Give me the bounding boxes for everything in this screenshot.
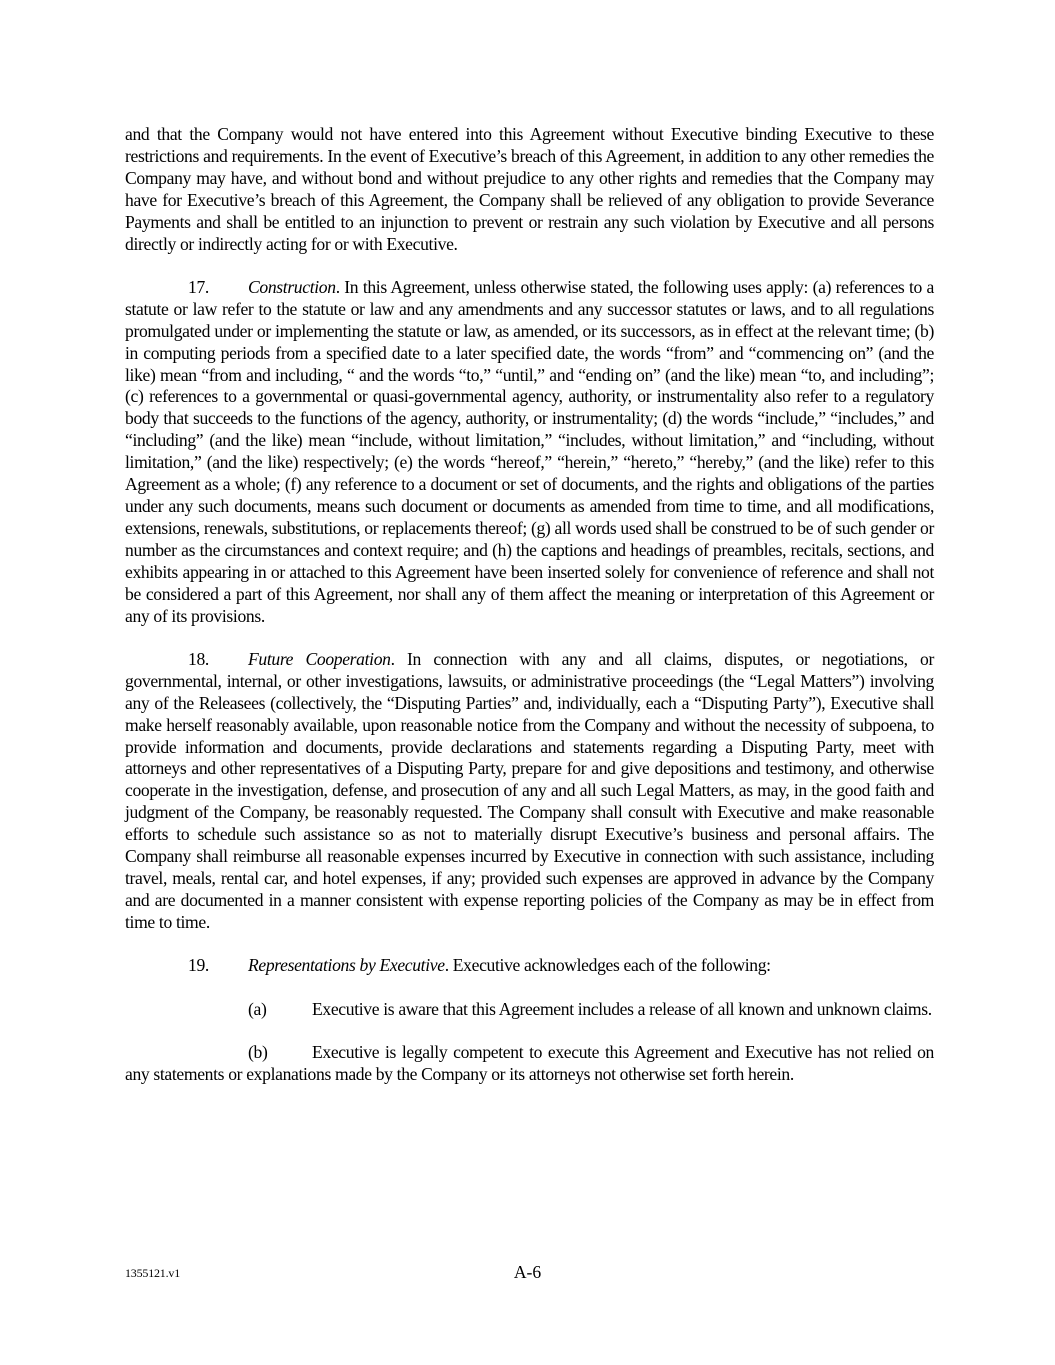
section-heading: Future Cooperation xyxy=(248,648,391,669)
section-17 xyxy=(125,277,934,628)
page-number: A-6 xyxy=(513,1262,542,1282)
subitem-label: (a) xyxy=(248,998,267,1019)
section-text: . In connection with any and all claims, disputes, or negotiations, or governmental, internal, or other investigations, lawsuits, or administrative proceedings (the “Legal Matters”) involving any of the Releasees (collectively, the “Disputing Parties” and, individually, each a “Disputing Party”), Executive shall make herself reasonably available, upon reasonable notice from the Company and without the necessity of subpoena, to provide information and documents, provide declarations and statements regarding a Disputing Party, meet with attorneys and other representatives of a Disputing Party, prepare for and give depositions and testimony, and otherwise cooperate in the investigation, defense, and prosecution of any and all such Legal Matters, as may, in the good faith and judgment of the Company, be reasonably requested. The Company shall consult with Executive and make reasonable efforts to schedule such assistance so as not to materially disrupt Executive’s business and personal affairs. The Company shall reimburse all reasonable expenses incurred by Executive in connection with such assistance, including travel, meals, rental car, and hotel expenses, if any; provided such expenses are approved in advance by the Company and are documented in a manner consistent with expense reporting policies of the Company as may be in effect from time to time. xyxy=(125,648,935,932)
section-number: 18. xyxy=(188,648,209,669)
subitem-b xyxy=(125,1042,934,1086)
section-number: 19. xyxy=(188,955,209,976)
subitem-text: Executive is aware that this Agreement includes a release of all known and unknown claims. xyxy=(312,998,932,1019)
section-number: 17. xyxy=(188,276,209,297)
section-heading: Construction xyxy=(248,276,336,297)
subitem-label: (b) xyxy=(248,1042,268,1063)
section-19 xyxy=(125,955,934,977)
subitem-a xyxy=(125,999,934,1021)
section-heading: Representations by Executive xyxy=(248,955,445,976)
section-text: . Executive acknowledges each of the following: xyxy=(444,955,771,976)
section-18 xyxy=(125,649,934,934)
document-id: 1355121.v1 xyxy=(125,1266,181,1280)
section-text: . In this Agreement, unless otherwise stated, the following uses apply: (a) references to a statute or law refer to the statute or law and any amendments and any successor statutes or laws, and to all regulations promulgated under or implementing the statute or law, as amended, or its successors, as in effect at the relevant time; (b) in computing periods from a specified date to a later specified date, the words “from” and “commencing on” (and the like) mean “from and including, “ and the words “to,” “until,” and “ending on” (and the like) mean “to, and including”; (c) references to a governmental or quasi-governmental agency, authority, or instrumentality also refer to a regulatory body that succeeds to the functions of the agency, authority, or instrumentality; (d) the words “include,” “includes,” and “including” (and the like) mean “include, without limitation,” “includes, without limitation,” and “including, without limitation,” (and the like) respectively; (e) the words “hereof,” “herein,” “hereto,” “hereby,” (and the like) refer to this Agreement as a whole; (f) any reference to a document or set of documents, and the rights and obligations of the parties under any such documents, means such document or documents as amended from time to time, and all modifications, extensions, renewals, substitutions, or replacements thereof; (g) all words used shall be construed to be of such gender or number as the circumstances and context require; and (h) the captions and headings of preambles, recitals, sections, and exhibits appearing in or attached to this Agreement have been inserted solely for convenience of reference and shall not be considered a part of this Agreement, nor shall any of them affect the meaning or interpretation of this Agreement or any of its provisions. xyxy=(125,276,934,626)
document-body xyxy=(125,124,934,1107)
continuation-paragraph: and that the Company would not have entered into this Agreement without Executive binding Executive to these restrictions and requirements. In the event of Executive’s breach of this Agreement, in addition to any other remedies the Company may have, and without bond and without prejudice to any other rights and remedies that the Company may have for Executive’s breach of this Agreement, the Company shall be relieved of any obligation to provide Severance Payments and shall be entitled to an injunction to prevent or restrain any such violation by Executive and all persons directly or indirectly acting for or with Executive. xyxy=(125,124,934,254)
subitem-text: Executive is legally competent to execute this Agreement and Executive has not relied on any statements or explanations made by the Company or its attorneys not otherwise set forth herein. xyxy=(125,1042,934,1084)
